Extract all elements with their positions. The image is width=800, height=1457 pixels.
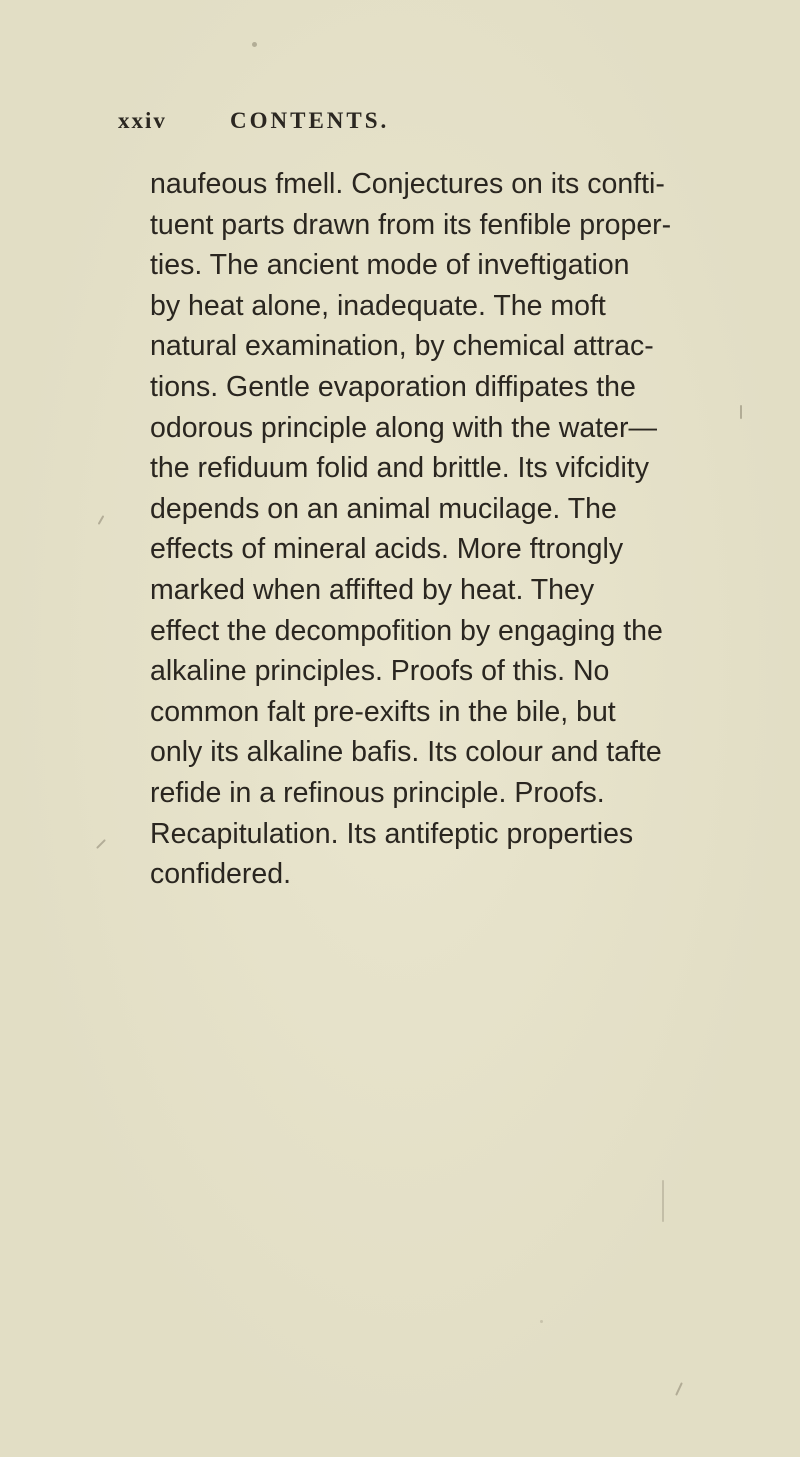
paper-speck (98, 515, 105, 525)
running-head-title: CONTENTS. (230, 108, 390, 133)
text-line: effect the decompofition by engaging the (150, 614, 663, 647)
text-line: tuent parts drawn from its fenfible proper- (150, 208, 672, 241)
paper-speck (662, 1180, 664, 1222)
paper-speck (675, 1382, 683, 1396)
paper-speck (96, 839, 106, 849)
paper-speck (252, 42, 257, 47)
paper-speck (540, 1320, 543, 1323)
text-line: natural examination, by chemical attrac- (150, 330, 654, 363)
text-line: tions. Gentle evaporation diffipates the (150, 370, 636, 403)
text-line: by heat alone, inadequate. The moft (150, 289, 606, 322)
text-line: odorous principle along with the water— (150, 411, 657, 444)
text-line: Recapitulation. Its antifeptic properties (150, 817, 634, 850)
text-line: common falt pre-exifts in the bile, but (150, 695, 616, 728)
text-line: the refiduum folid and brittle. Its vifcidity (150, 452, 649, 485)
contents-paragraph (150, 164, 770, 895)
text-line: confidered. (150, 858, 292, 891)
text-line: refide in a refinous principle. Proofs. (150, 776, 605, 809)
text-line: naufeous fmell. Conjectures on its confti- (150, 168, 665, 200)
text-line: only its alkaline bafis. Its colour and tafte (150, 736, 662, 769)
running-head (118, 108, 678, 148)
text-line: depends on an animal mucilage. The (150, 492, 617, 525)
text-line: alkaline principles. Proofs of this. No (150, 655, 610, 688)
page-number: xxiv (118, 108, 167, 133)
text-line: effects of mineral acids. More ftrongly (150, 533, 624, 566)
paper-speck (740, 405, 742, 419)
text-line: marked when affifted by heat. They (150, 573, 595, 606)
text-line: ties. The ancient mode of inveftigation (150, 249, 630, 282)
